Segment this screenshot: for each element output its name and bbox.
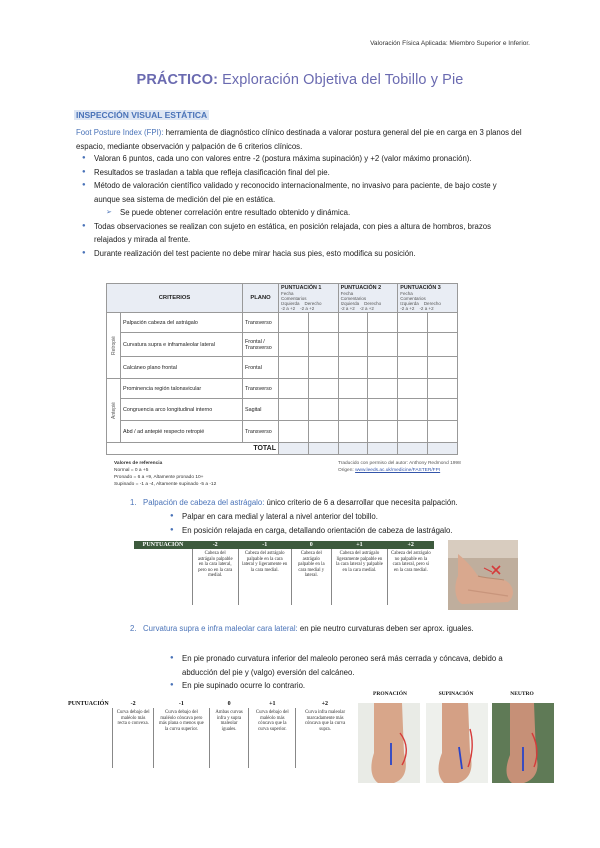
talar-head-photo	[448, 540, 518, 610]
table-row	[107, 313, 458, 333]
foot-photo-graphic	[448, 540, 518, 610]
list-item: ● Método de valoración científico validado y reconocido internacionalmente, no invasivo para paciente, de bajo coste y aunque sea sistema de medición del pie en estática.	[80, 179, 520, 206]
score-cell: Cabeza del astrágalo no palpable en la cara lateral, pero sí en la cara medial.	[387, 549, 434, 605]
supination-photo	[426, 703, 488, 783]
list-item: ● Palpar en cara medial y lateral a nivel anterior del tobillo.	[170, 510, 510, 524]
score-cell: Cabeza del astrágalo palpable en la cara lateral, pero no en la cara medial.	[192, 549, 238, 605]
plano-cell: Transverso	[243, 379, 279, 399]
item-2-heading: 2. Curvatura supra e infra maleolar cara lateral: en pie neutro curvaturas deben ser aprox. iguales.	[130, 624, 474, 633]
plano-cell: Frontal / Transverso	[243, 333, 279, 357]
table-row	[107, 399, 458, 421]
table-row	[107, 421, 458, 443]
fpi-paragraph	[76, 126, 536, 154]
criterio-cell: Calcáneo plano frontal	[121, 357, 243, 379]
pronation-photo	[358, 703, 420, 783]
source-link[interactable]: www.leeds.ac.uk/medicine/FASTER/FPI	[355, 468, 441, 473]
neutral-graphic	[492, 703, 554, 783]
table-row-total	[107, 443, 458, 455]
table-row	[107, 333, 458, 357]
supination-graphic	[426, 703, 488, 783]
score-table-2: PUNTUACIÓN -2 -1 0 +1 +2 Curva debajo del maléolo más recta o convexa. Curva debajo del maléolo cóncava pero más plana o menos que la curva superior. Ambas curvas infra y supra maleolar iguales. Curva debajo del maléolo más cóncava que la curva superior. Curva infra maleolar marcadamente más cóncava que la curva supra.	[64, 700, 354, 768]
plano-cell: Transverso	[243, 313, 279, 333]
retropie-label: Retropié	[107, 313, 121, 379]
item-2-bullets	[170, 652, 510, 693]
criterio-cell: Prominencia región talonavicular	[121, 379, 243, 399]
list-item: ● En posición relajada en carga, detallando orientación de cabeza de lastrágalo.	[170, 524, 510, 538]
title-prefix: PRÁCTICO:	[136, 72, 218, 88]
plano-cell: Frontal	[243, 357, 279, 379]
col-puntuacion-2: PUNTUACIÓN 2 Fecha Comentarios Izquierda Derecho -2 a +2 -2 a +2	[338, 284, 398, 313]
fpi-bullet-list	[80, 152, 520, 260]
score-cell: Cabeza del astrágalo palpable en la cara lateral y ligeramente en la cara medial.	[238, 549, 291, 605]
item-1-heading: 1. Palpación de cabeza del astrágalo: único criterio de 6 a desarrollar que necesita palpación.	[130, 498, 458, 507]
fpi-text: herramienta de diagnóstico clínico destinada a valorar postura general del pie en carga en 3 planos del espacio, mediante observación y palpación de 6 criterios clínicos.	[76, 128, 522, 151]
criterio-cell: Curvatura supra e inframaleolar lateral	[121, 333, 243, 357]
title-rest: Exploración Objetiva del Tobillo y Pie	[218, 72, 464, 88]
total-label: TOTAL	[107, 443, 279, 455]
plano-cell: Transverso	[243, 421, 279, 443]
antepie-label: Antepié	[107, 379, 121, 443]
photo-label-pronacion: PRONACIÓN	[373, 691, 407, 697]
criterio-cell: Abd / ad antepié respecto retropié	[121, 421, 243, 443]
list-item: ● Valoran 6 puntos, cada uno con valores entre -2 (postura máxima supinación) y +2 (valor máximo pronación).	[80, 152, 520, 166]
criterio-cell: Palpación cabeza del astrágalo	[121, 313, 243, 333]
list-item: ● En pie supinado ocurre lo contrario.	[170, 679, 510, 693]
table-row	[107, 357, 458, 379]
criterio-cell: Congruencia arco longitudinal interno	[121, 399, 243, 421]
list-item: ➢ Se puede obtener correlación entre resultado obtenido y dinámica.	[80, 206, 520, 220]
plano-cell: Sagital	[243, 399, 279, 421]
list-item: ● En pie pronado curvatura inferior del maleolo peroneo será más cerrada y cóncava, debido a abducción del pie y (valgo) eversión del calcáneo.	[170, 652, 510, 679]
score-table-1: PUNTUACIÓN -2 -1 0 +1 +2 Cabeza del astrágalo palpable en la cara lateral, pero no en la cara medial. Cabeza del astrágalo palpable en la cara lateral y ligeramente en la cara medial. Cabeza del astrágalo palpable en la cara medial y lateral. Cabeza del astrágalo ligeramente palpable en la cara lateral y palpable en la cara medial. Cabeza del astrágalo no palpable en la cara lateral, pero sí en la cara medial.	[134, 541, 434, 605]
list-item: ● Durante realización del test paciente no debe mirar hacia sus pies, esto modifica su posición.	[80, 247, 520, 261]
table-source: Traducido con permiso del autor: Anthony Redmond 1998 Origen: www.leeds.ac.uk/medicine/FASTER/FPI	[338, 461, 461, 473]
photo-label-supinacion: SUPINACIÓN	[438, 691, 474, 697]
neutral-photo	[492, 703, 554, 783]
running-header: Valoración Física Aplicada: Miembro Superior e Inferior.	[370, 40, 530, 47]
photo-label-neutro: NEUTRO	[510, 691, 534, 697]
section-heading: INSPECCIÓN VISUAL ESTÁTICA	[76, 110, 208, 120]
fpi-term: Foot Posture Index (FPI):	[76, 128, 164, 137]
score-cell: Curva debajo del maléolo más recta o convexa.	[113, 708, 154, 768]
fpi-table	[106, 283, 458, 455]
score-cell: Curva debajo del maléolo más cóncava que la curva superior.	[249, 708, 296, 768]
page-title	[0, 72, 600, 88]
score-cell: Curva infra maleolar marcadamente más cóncava que la curva supra.	[296, 708, 354, 768]
col-puntuacion-1: PUNTUACIÓN 1 Fecha Comentarios Izquierda Derecho -2 a +2 -2 a +2	[279, 284, 339, 313]
score-cell: Cabeza del astrágalo ligeramente palpable en la cara lateral y palpable en la cara medial.	[332, 549, 388, 605]
score-cell: Curva debajo del maléolo cóncava pero más plana o menos que la curva superior.	[154, 708, 210, 768]
list-item: ● Resultados se trasladan a tabla que refleja clasificación final del pie.	[80, 166, 520, 180]
col-plano: PLANO	[243, 284, 279, 313]
score-cell: Ambas curvas infra y supra maleolar iguales.	[209, 708, 249, 768]
pronation-graphic	[358, 703, 420, 783]
reference-values: Valores de referencia Normal = 0 a +5 Pronado = 6 a +9, Altamente pronado 10+ Supinado = -1 a -4, Altamente supinado -5 a -12	[114, 461, 217, 487]
item-1-bullets	[170, 510, 510, 537]
col-criterios: CRITERIOS	[107, 284, 243, 313]
table-row	[107, 379, 458, 399]
col-puntuacion-3: PUNTUACIÓN 3 Fecha Comentarios Izquierda Derecho -2 a +2 -2 a +2	[398, 284, 458, 313]
list-item: ● Todas observaciones se realizan con sujeto en estática, en posición relajada, con pies a altura de hombros, brazos relajados y mirada al frente.	[80, 220, 520, 247]
score-cell: Cabeza del astrágalo palpable en la cara medial y lateral.	[291, 549, 332, 605]
